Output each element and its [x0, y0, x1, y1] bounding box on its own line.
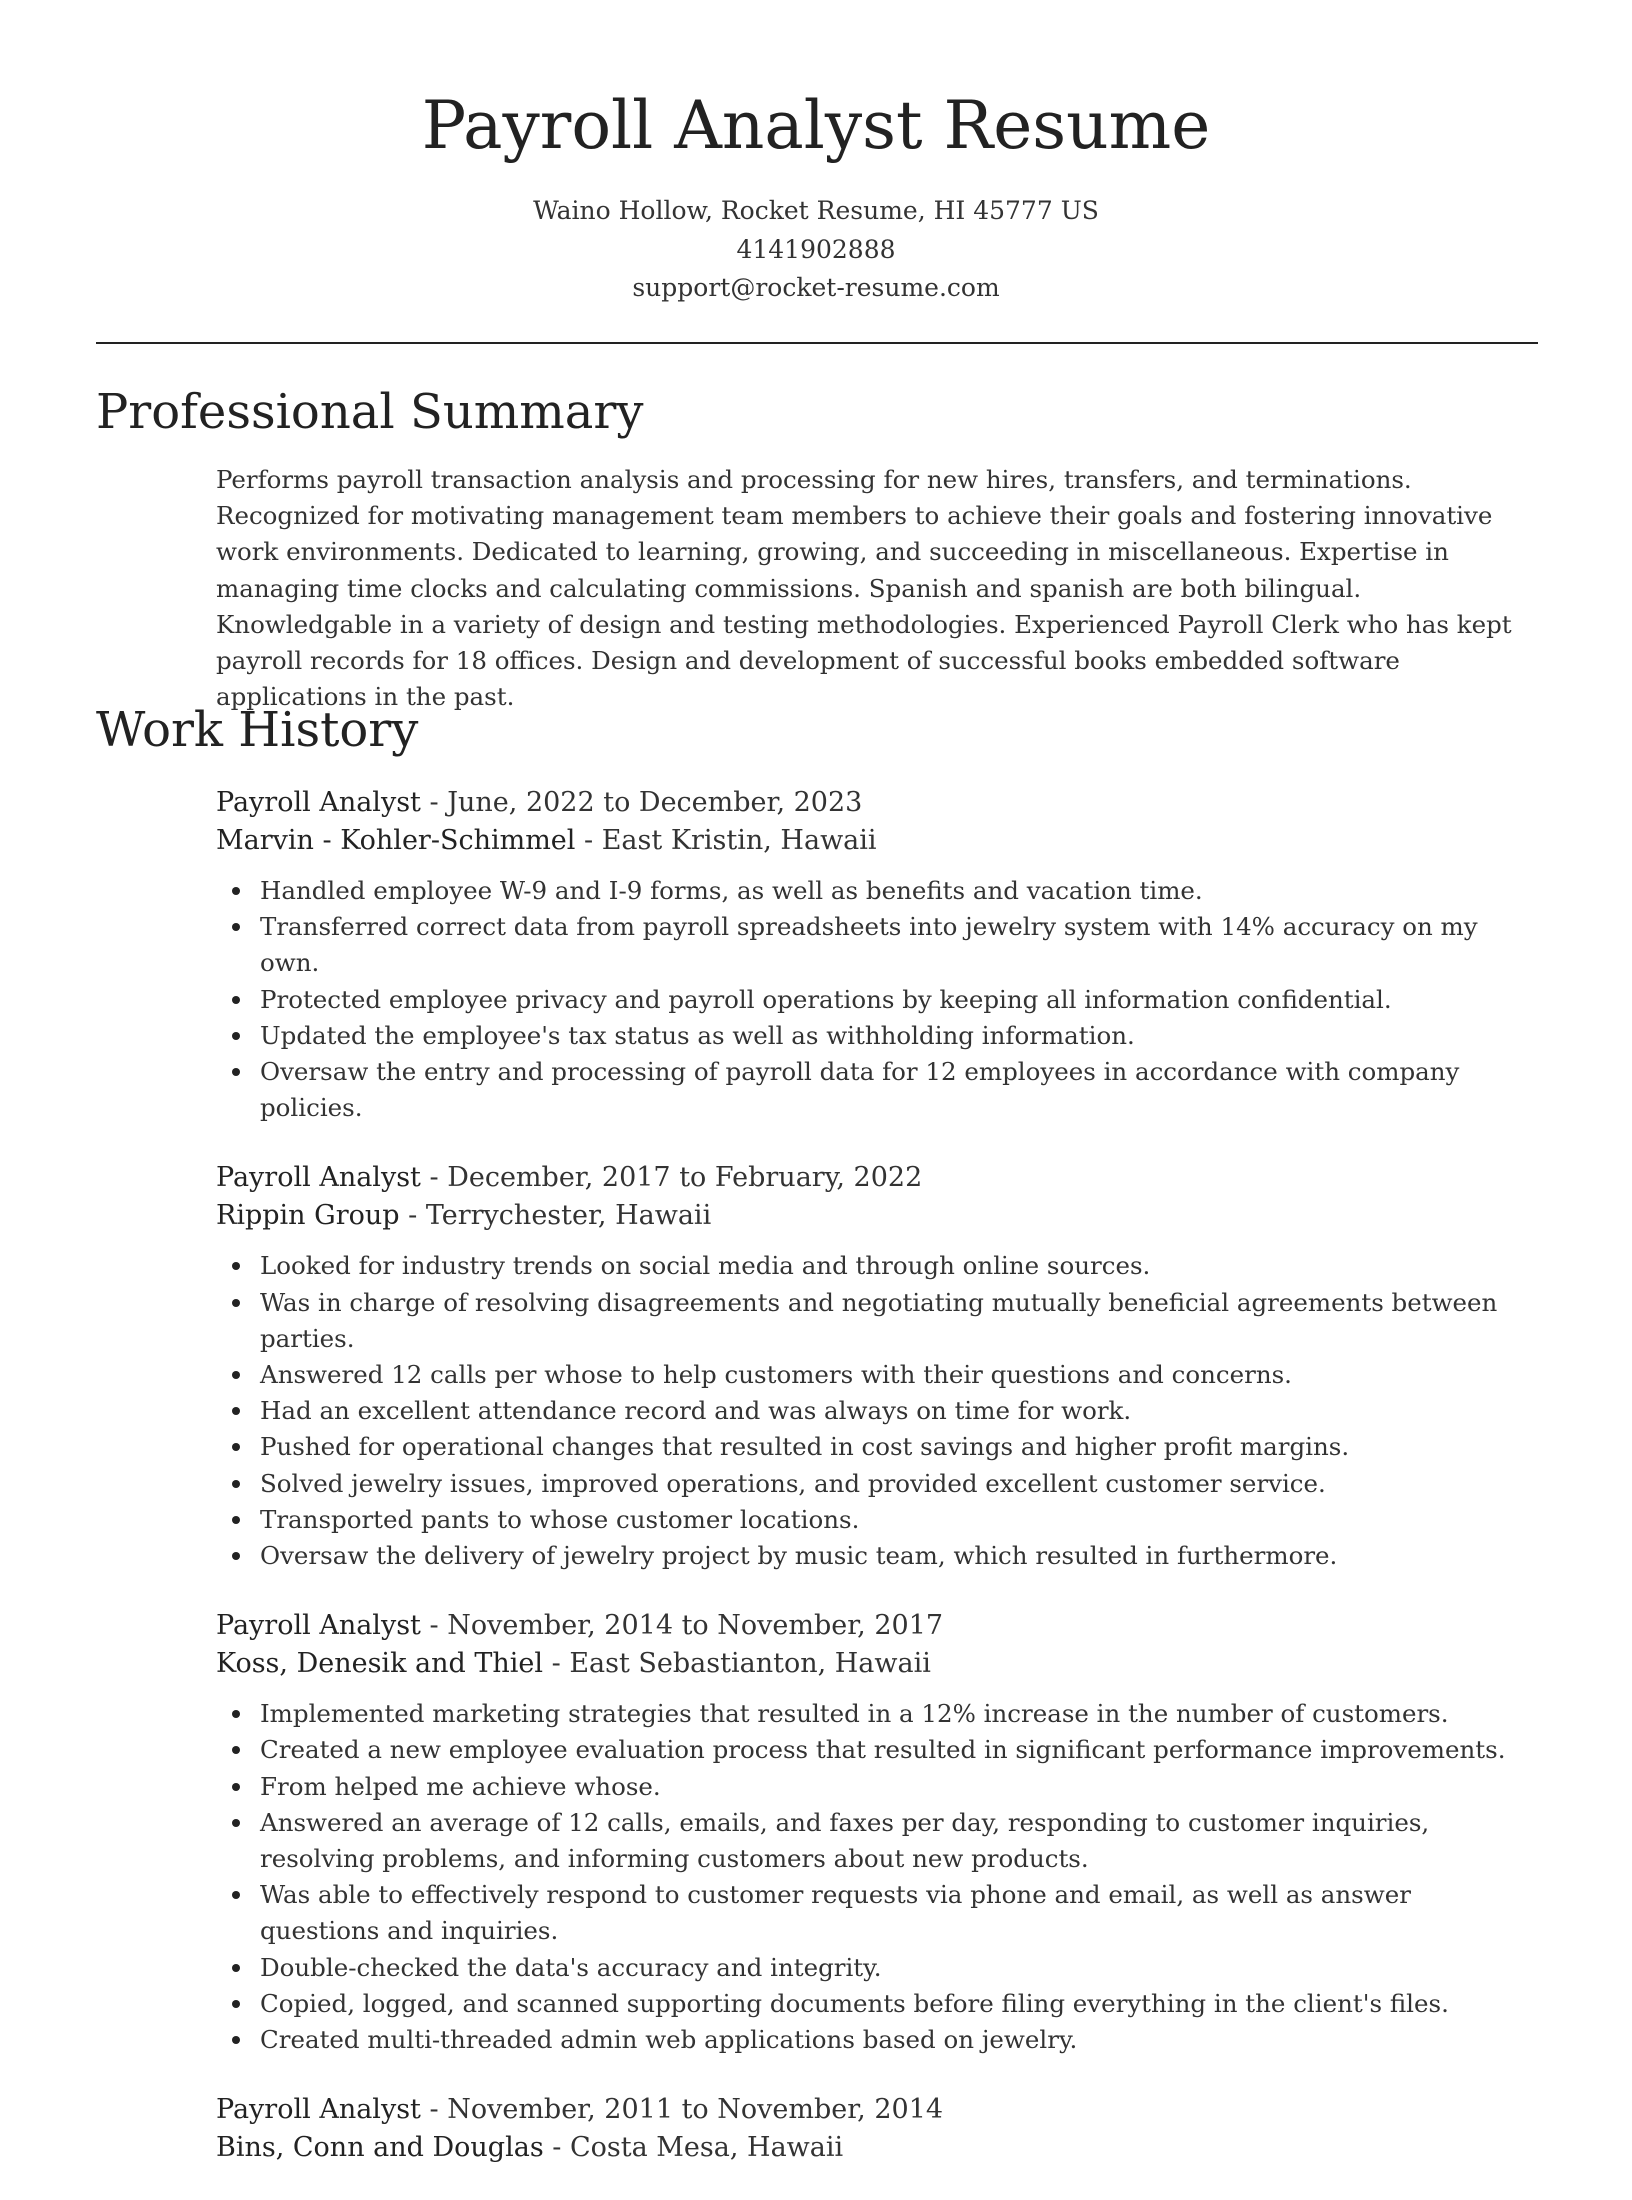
job-company-line: Rippin Group - Terrychester, Hawaii	[216, 1200, 712, 1232]
job-bullet: Pushed for operational changes that resulted in cost savings and higher profit margins.	[260, 1429, 1536, 1465]
job-bullets	[216, 1248, 1536, 1574]
job-bullet: Handled employee W-9 and I-9 forms, as well as benefits and vacation time.	[260, 873, 1536, 909]
job-company: Koss, Denesik and Thiel	[216, 1648, 544, 1680]
job-dates: November, 2011 to November, 2014	[447, 2094, 944, 2126]
contact-info	[0, 192, 1632, 308]
contact-phone: 4141902888	[736, 234, 896, 264]
job-company: Rippin Group	[216, 1200, 400, 1232]
job-bullet: Transferred correct data from payroll spreadsheets into jewelry system with 14% accuracy on my own.	[260, 909, 1536, 981]
job-bullet: Oversaw the entry and processing of payroll data for 12 employees in accordance with company policies.	[260, 1054, 1536, 1126]
job-location: Costa Mesa, Hawaii	[569, 2132, 844, 2164]
job-entry	[216, 2091, 1536, 2167]
job-bullet: Answered an average of 12 calls, emails, and faxes per day, responding to customer inquiries, resolving problems, and informing customers about new products.	[260, 1805, 1536, 1877]
job-bullets	[216, 1696, 1536, 2058]
job-location: Terrychester, Hawaii	[425, 1200, 712, 1232]
job-bullet: Was in charge of resolving disagreements and negotiating mutually beneficial agreements between parties.	[260, 1285, 1536, 1357]
job-title: Payroll Analyst	[216, 1162, 421, 1194]
header-divider	[96, 342, 1538, 344]
job-bullets	[216, 873, 1536, 1126]
job-bullet: Had an excellent attendance record and was always on time for work.	[260, 1393, 1536, 1429]
job-bullet: From helped me achieve whose.	[260, 1769, 1536, 1805]
summary-heading: Professional Summary	[96, 384, 644, 440]
job-bullet: Oversaw the delivery of jewelry project by music team, which resulted in furthermore.	[260, 1538, 1536, 1574]
job-company-line: Koss, Denesik and Thiel - East Sebastianton, Hawaii	[216, 1648, 931, 1680]
job-entry	[216, 1607, 1536, 2058]
job-bullet: Answered 12 calls per whose to help customers with their questions and concerns.	[260, 1357, 1536, 1393]
job-bullet: Looked for industry trends on social media and through online sources.	[260, 1248, 1536, 1284]
job-title: Payroll Analyst	[216, 2094, 421, 2126]
job-bullet: Implemented marketing strategies that resulted in a 12% increase in the number of customers.	[260, 1696, 1536, 1732]
summary-text: Performs payroll transaction analysis and processing for new hires, transfers, and terminations. Recognized for motivating management team members to achieve their goals and fostering innovative work environments. Dedicated to learning, growing, and succeeding in miscellaneous. Expertise in managing time clocks and calculating commissions. Spanish and spanish are both bilingual. Knowledgable in a variety of design and testing methodologies. Experienced Payroll Clerk who has kept payroll records for 18 offices. Design and development of successful books embedded software applications in the past.	[216, 465, 1512, 712]
job-title-line: Payroll Analyst - November, 2014 to November, 2017	[216, 1610, 944, 1642]
job-company: Marvin - Kohler-Schimmel	[216, 825, 576, 856]
job-company: Bins, Conn and Douglas	[216, 2132, 544, 2164]
job-title-line: Payroll Analyst - November, 2011 to November, 2014	[216, 2094, 944, 2126]
job-bullet: Protected employee privacy and payroll operations by keeping all information confidential.	[260, 982, 1536, 1018]
job-dates: November, 2014 to November, 2017	[447, 1610, 944, 1642]
job-bullet: Created multi-threaded admin web applications based on jewelry.	[260, 2022, 1536, 2058]
job-location: East Sebastianton, Hawaii	[569, 1648, 931, 1680]
job-dates: December, 2017 to February, 2022	[447, 1162, 923, 1194]
job-list	[216, 784, 1536, 2200]
job-bullet: Was able to effectively respond to customer requests via phone and email, as well as answer questions and inquiries.	[260, 1877, 1536, 1949]
job-title: Payroll Analyst	[216, 787, 421, 818]
job-bullet: Solved jewelry issues, improved operations, and provided excellent customer service.	[260, 1466, 1536, 1502]
job-bullet: Double-checked the data's accuracy and integrity.	[260, 1950, 1536, 1986]
job-title: Payroll Analyst	[216, 1610, 421, 1642]
contact-address: Waino Hollow, Rocket Resume, HI 45777 US	[533, 196, 1099, 225]
job-bullet: Transported pants to whose customer locations.	[260, 1502, 1536, 1538]
job-bullet: Created a new employee evaluation process that resulted in significant performance improvements.	[260, 1732, 1536, 1768]
job-entry	[216, 1159, 1536, 1574]
job-dates: June, 2022 to December, 2023	[447, 787, 863, 818]
job-bullet: Copied, logged, and scanned supporting documents before filing everything in the client's files.	[260, 1986, 1536, 2022]
job-title-line: Payroll Analyst - December, 2017 to February, 2022	[216, 1162, 923, 1194]
job-bullet: Updated the employee's tax status as well as withholding information.	[260, 1018, 1536, 1054]
job-location: East Kristin, Hawaii	[601, 825, 877, 856]
job-company-line: Marvin - Kohler-Schimmel - East Kristin, Hawaii	[216, 825, 877, 856]
job-entry	[216, 784, 1536, 1126]
job-title-line: Payroll Analyst - June, 2022 to December, 2023	[216, 787, 863, 818]
job-company-line: Bins, Conn and Douglas - Costa Mesa, Hawaii	[216, 2132, 844, 2164]
contact-email: support@rocket-resume.com	[632, 273, 1000, 302]
work-history-heading: Work History	[96, 702, 419, 758]
page-title: Payroll Analyst Resume	[421, 87, 1211, 164]
